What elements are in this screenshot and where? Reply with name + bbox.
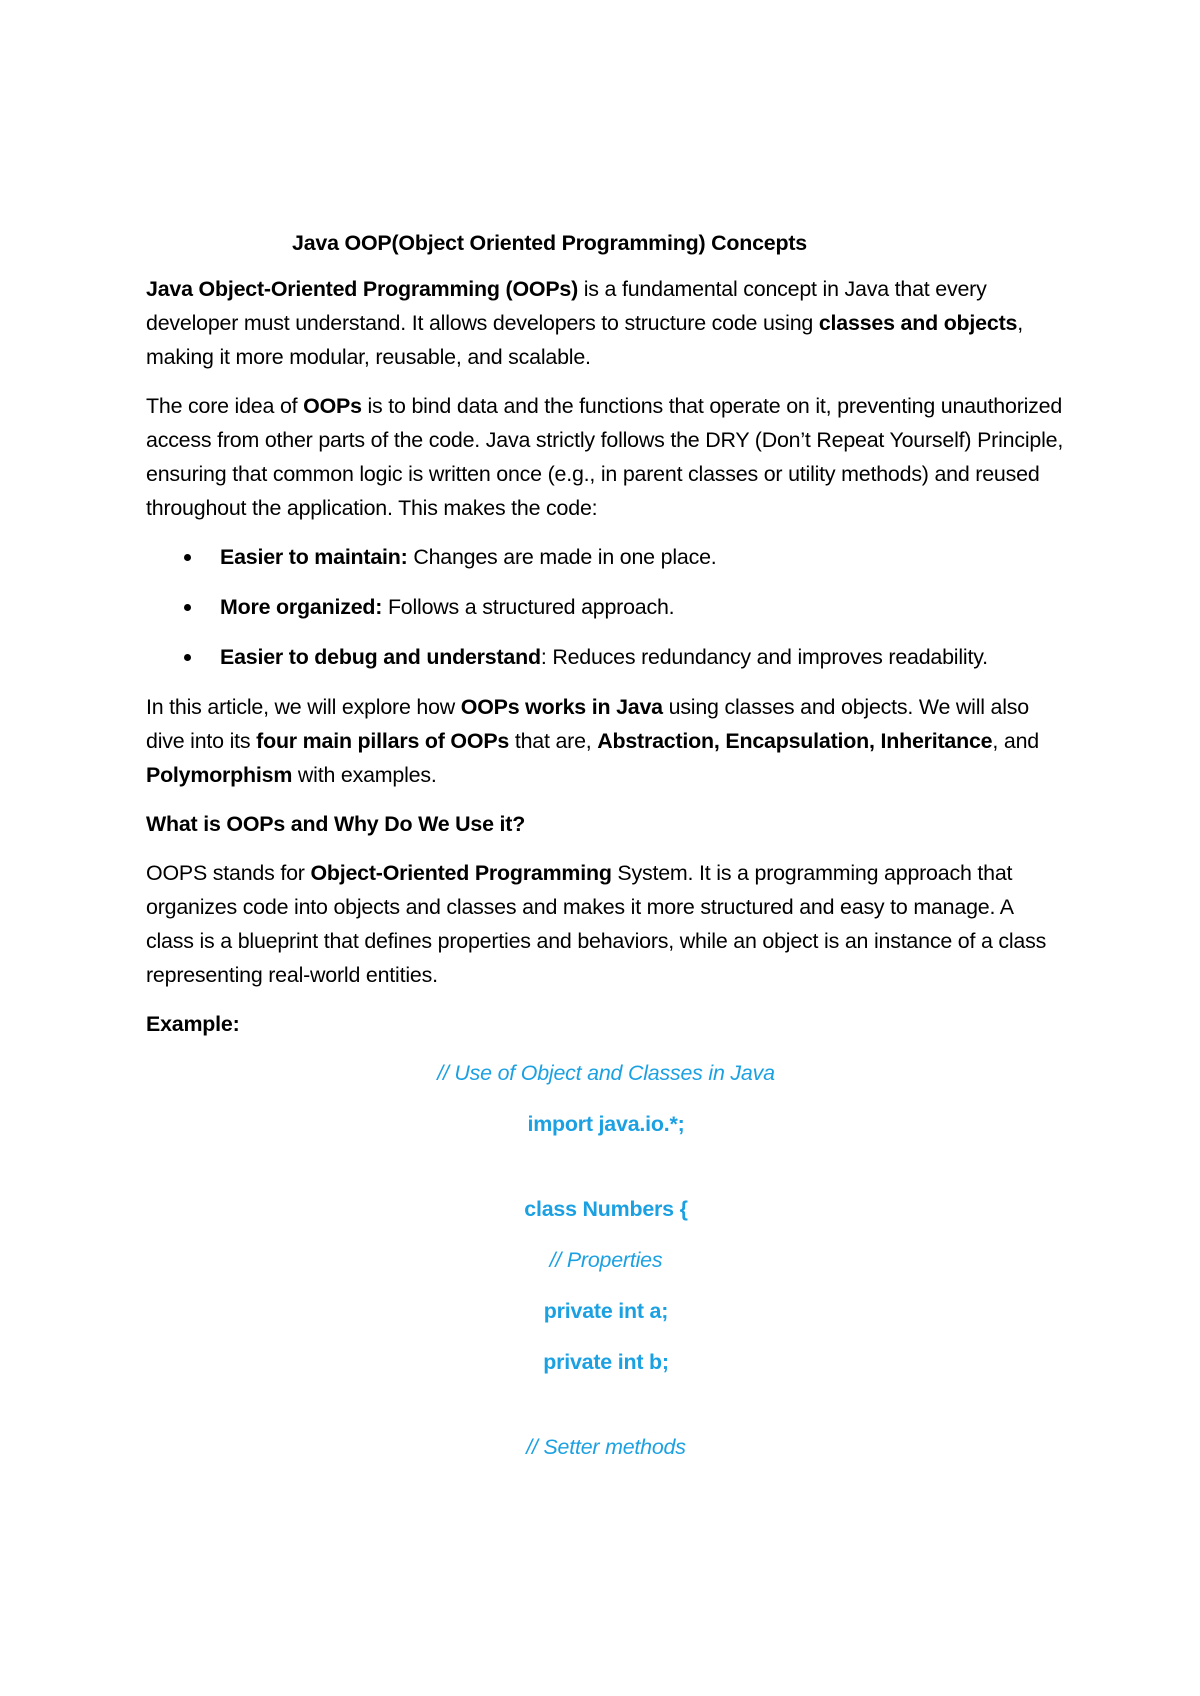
overview-bold-2: four main pillars of OOPs <box>256 729 510 753</box>
list-item-bold: Easier to debug and understand <box>220 645 541 669</box>
overview-bold-4: Polymorphism <box>146 763 293 787</box>
intro-text-1: is a fundamental concept in Java that every developer must understand. It allows developers to structure code using <box>146 277 987 335</box>
list-item-bold: More organized: <box>220 595 383 619</box>
example-label: Example: <box>146 1012 240 1036</box>
list-item-text: Follows a structured approach. <box>382 595 675 619</box>
intro-bold-1: Java Object-Oriented Programming (OOPs) <box>146 277 579 301</box>
list-item-text: : Reduces redundancy and improves readability. <box>540 645 988 669</box>
intro-text-2: , making it more modular, reusable, and scalable. <box>146 311 1023 369</box>
article-overview-paragraph <box>146 690 1066 792</box>
intro-bold-2: classes and objects <box>818 311 1018 335</box>
code-spacer <box>146 1090 1066 1107</box>
definition-bold-1: Object-Oriented Programming <box>310 861 612 885</box>
code-comment: // Use of Object and Classes in Java <box>437 1061 775 1085</box>
list-item-text: Changes are made in one place. <box>407 545 717 569</box>
bullet-icon <box>184 654 191 661</box>
code-spacer <box>146 1277 1066 1294</box>
core-text-1: The core idea of <box>146 394 304 418</box>
list-item-bold: Easier to maintain: <box>220 545 408 569</box>
document-body <box>146 226 1066 1464</box>
code-field-line: private int b; <box>543 1350 669 1374</box>
code-field-line: private int a; <box>543 1299 669 1323</box>
code-comment: // Setter methods <box>526 1435 686 1459</box>
code-sample <box>146 1056 1066 1464</box>
core-text-2: is to bind data and the functions that operate on it, preventing unauthorized access from other parts of the code. Java strictly follows the DRY (Don’t Repeat Yourself) Principle, ensuring that common logic is written once (e.g., in parent classes or utility methods) and reused throughout the application. This makes the code: <box>146 394 1064 520</box>
overview-text-4: , and <box>992 729 1039 753</box>
overview-text-3: that are, <box>509 729 598 753</box>
list-item <box>146 640 1066 674</box>
overview-text-1: In this article, we will explore how <box>146 695 461 719</box>
definition-text-2: System. It is a programming approach that organizes code into objects and classes and makes it more structured and easy to manage. A class is a blueprint that defines properties and behaviors, while an object is an instance of a class representing real-world entities. <box>146 861 1047 987</box>
bullet-icon <box>184 554 191 561</box>
section-heading: What is OOPs and Why Do We Use it? <box>146 812 526 836</box>
code-spacer <box>146 1226 1066 1243</box>
code-class-line: class Numbers { <box>524 1197 688 1221</box>
code-spacer <box>146 1328 1066 1345</box>
code-import-line: import java.io.*; <box>527 1112 685 1136</box>
core-idea-paragraph <box>146 389 1066 525</box>
definition-paragraph <box>146 856 1066 992</box>
list-item <box>146 590 1066 624</box>
overview-bold-1: OOPs works in Java <box>460 695 663 719</box>
overview-text-2: using classes and objects. We will also dive into its <box>146 695 1029 753</box>
code-spacer <box>146 1141 1066 1192</box>
list-item <box>146 540 1066 574</box>
benefits-list <box>146 540 1066 674</box>
document-title: Java OOP(Object Oriented Programming) Concepts <box>292 231 807 255</box>
definition-text-1: OOPS stands for <box>146 861 311 885</box>
bullet-icon <box>184 604 191 611</box>
code-spacer <box>146 1379 1066 1430</box>
code-comment: // Properties <box>549 1248 663 1272</box>
overview-bold-3: Abstraction, Encapsulation, Inheritance <box>597 729 993 753</box>
overview-text-5: with examples. <box>292 763 437 787</box>
core-bold-1: OOPs <box>303 394 362 418</box>
intro-paragraph <box>146 272 1066 374</box>
